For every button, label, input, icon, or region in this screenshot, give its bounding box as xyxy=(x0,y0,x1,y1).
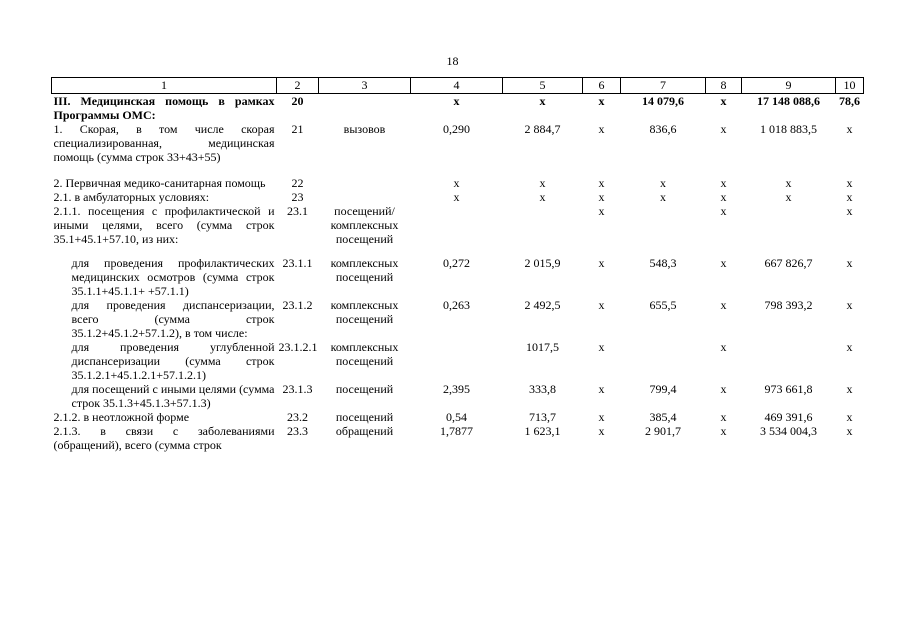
table-cell: 21 xyxy=(291,122,304,136)
table-cell: 0,54 xyxy=(446,410,467,424)
table-cell: x xyxy=(720,340,727,354)
header-cell: 9 xyxy=(742,78,836,94)
table-cell: x xyxy=(720,298,727,312)
table-cell: 2 884,7 xyxy=(524,122,561,136)
table-row xyxy=(52,298,864,340)
table-cell: x xyxy=(720,176,727,190)
table-cell: комплексных посещений xyxy=(330,340,399,368)
table-cell: 1,7877 xyxy=(440,424,473,438)
table-cell: 22 xyxy=(291,176,304,190)
table-cell: 333,8 xyxy=(529,382,556,396)
table-cell: 23.3 xyxy=(287,424,308,438)
table-cell: x xyxy=(846,340,853,354)
header-cell: 7 xyxy=(621,78,706,94)
table-cell: 23.1.2 xyxy=(282,298,313,312)
row-label-cell: III. Медицинская помощь в рамках Программы ОМС: xyxy=(53,94,275,122)
table-cell: посещений/ комплексных посещений xyxy=(330,204,399,246)
table-cell: x xyxy=(598,256,605,270)
table-cell: x xyxy=(720,382,727,396)
data-table xyxy=(51,77,864,452)
table-cell: посещений xyxy=(335,382,394,396)
table-row xyxy=(52,204,864,246)
table-cell: x xyxy=(453,94,460,108)
table-row xyxy=(52,190,864,204)
table-cell: x xyxy=(660,176,666,190)
table-cell xyxy=(503,204,583,246)
table-cell xyxy=(621,204,706,246)
table-cell: x xyxy=(598,382,605,396)
table-cell: 14 079,6 xyxy=(642,94,684,108)
table-cell: x xyxy=(598,340,605,354)
table-cell: x xyxy=(720,204,727,218)
header-cell: 5 xyxy=(503,78,583,94)
table-cell: x xyxy=(846,382,853,396)
table-cell: 1 018 883,5 xyxy=(760,122,817,136)
table-cell: x xyxy=(846,424,853,438)
row-label-cell: для проведения профилактических медицинских осмотров (сумма строк 35.1.1+45.1.1+ +57.1.1) xyxy=(71,256,275,298)
table-cell: x xyxy=(846,122,853,136)
table-cell: x xyxy=(453,190,460,204)
table-cell: x xyxy=(846,190,853,204)
table-cell: x xyxy=(598,190,605,204)
table-cell: x xyxy=(785,190,792,204)
table-cell xyxy=(411,340,503,382)
table-cell: 799,4 xyxy=(649,382,677,396)
table-cell: 0,272 xyxy=(443,256,470,270)
table-cell: 23 xyxy=(291,190,304,204)
row-label-cell: 2.1.3. в связи с заболеваниями (обращений), всего (сумма строк xyxy=(53,424,275,452)
table-row xyxy=(52,94,864,123)
table-cell: x xyxy=(539,94,546,108)
table-row xyxy=(52,340,864,382)
table-cell: x xyxy=(846,298,853,312)
table-cell: 667 826,7 xyxy=(764,256,813,270)
table-row xyxy=(52,382,864,410)
table-cell: x xyxy=(720,122,727,136)
table-cell: 548,3 xyxy=(649,256,677,270)
row-label-cell: для посещений с иными целями (сумма строк 35.1.3+45.1.3+57.1.3) xyxy=(71,382,275,410)
table-cell xyxy=(621,340,706,382)
table-cell: x xyxy=(720,190,727,204)
row-label-cell: 2.1. в амбулаторных условиях: xyxy=(53,190,210,204)
table-cell: x xyxy=(720,94,727,108)
table-cell: x xyxy=(453,176,460,190)
header-cell: 4 xyxy=(411,78,503,94)
table-cell: 2 015,9 xyxy=(524,256,561,270)
table-header-row xyxy=(52,78,864,94)
table-cell: x xyxy=(598,424,605,438)
table-cell: x xyxy=(720,424,727,438)
table-row xyxy=(52,176,864,190)
table-cell: x xyxy=(846,256,853,270)
table-cell: x xyxy=(720,410,727,424)
table-cell: 973 661,8 xyxy=(764,382,813,396)
row-label-cell: 2.1.1. посещения с профилактической и иными целями, всего (сумма строк 35.1+45.1+57.10, из них: xyxy=(53,204,275,246)
table-cell xyxy=(319,94,411,123)
row-label-cell: 1. Скорая, в том числе скорая специализированная, медицинская помощь (сумма строк 33+43+55) xyxy=(53,122,275,164)
table-cell xyxy=(742,204,836,246)
table-cell: 469 391,6 xyxy=(764,410,813,424)
table-cell: 798 393,2 xyxy=(764,298,813,312)
table-cell: вызовов xyxy=(343,122,386,136)
page-number: 18 xyxy=(446,54,459,68)
table-cell: 1017,5 xyxy=(526,340,559,354)
table-cell: x xyxy=(598,122,605,136)
table-cell: комплексных посещений xyxy=(330,298,399,326)
table-cell: 23.1.2.1 xyxy=(278,340,318,354)
table-cell: 655,5 xyxy=(649,298,677,312)
table-cell: x xyxy=(598,94,605,108)
table-cell: посещений xyxy=(335,410,394,424)
table-cell: 23.2 xyxy=(287,410,308,424)
table-cell xyxy=(411,204,503,246)
header-cell: 10 xyxy=(836,78,864,94)
row-label-cell: 2. Первичная медико-санитарная помощь xyxy=(53,176,266,190)
table-row xyxy=(52,424,864,452)
header-cell: 8 xyxy=(706,78,742,94)
table-cell: обращений xyxy=(335,424,394,438)
table-cell: 2 492,5 xyxy=(524,298,561,312)
header-cell: 1 xyxy=(52,78,277,94)
row-label-cell: для проведения диспансеризации, всего (сумма строк 35.1.2+45.1.2+57.1.2), в том числе: xyxy=(71,298,275,340)
table-cell: 385,4 xyxy=(649,410,677,424)
table-cell: комплексных посещений xyxy=(330,256,399,284)
table-cell: x xyxy=(720,256,727,270)
table-cell xyxy=(742,340,836,382)
header-cell: 3 xyxy=(319,78,411,94)
row-label-cell: для проведения углубленной диспансеризации (сумма строк 35.1.2.1+45.1.2.1+57.1.2.1) xyxy=(71,340,275,382)
table-cell xyxy=(319,190,411,204)
table-cell: 78,6 xyxy=(839,94,860,108)
table-cell: 17 148 088,6 xyxy=(757,94,820,108)
table-cell xyxy=(319,176,411,190)
table-cell: x xyxy=(846,176,853,190)
table-cell: x xyxy=(598,204,605,218)
table-cell: 2,395 xyxy=(443,382,470,396)
table-cell: 20 xyxy=(291,94,304,108)
table-row xyxy=(52,256,864,298)
table-cell: 713,7 xyxy=(529,410,556,424)
table-cell: x xyxy=(598,298,605,312)
table-cell: 23.1 xyxy=(287,204,308,218)
table-cell: x xyxy=(785,176,792,190)
table-row xyxy=(52,122,864,164)
table-cell: x xyxy=(539,176,546,190)
table-cell: 3 534 004,3 xyxy=(760,424,817,438)
table-cell: 1 623,1 xyxy=(524,424,561,438)
table-cell: 0,263 xyxy=(443,298,470,312)
table-cell: x xyxy=(660,190,666,204)
table-cell: x xyxy=(539,190,546,204)
header-cell: 6 xyxy=(583,78,621,94)
table-cell: 23.1.3 xyxy=(282,382,313,396)
table-cell: 23.1.1 xyxy=(282,256,313,270)
table-cell: x xyxy=(598,176,605,190)
table-cell: x xyxy=(598,410,605,424)
table-cell: 836,6 xyxy=(649,122,677,136)
header-cell: 2 xyxy=(277,78,319,94)
table-cell: 0,290 xyxy=(443,122,470,136)
row-label-cell: 2.1.2. в неотложной форме xyxy=(53,410,190,424)
table-row xyxy=(52,410,864,424)
table-cell: x xyxy=(846,204,853,218)
table-cell: 2 901,7 xyxy=(645,424,681,438)
table-cell: x xyxy=(846,410,853,424)
